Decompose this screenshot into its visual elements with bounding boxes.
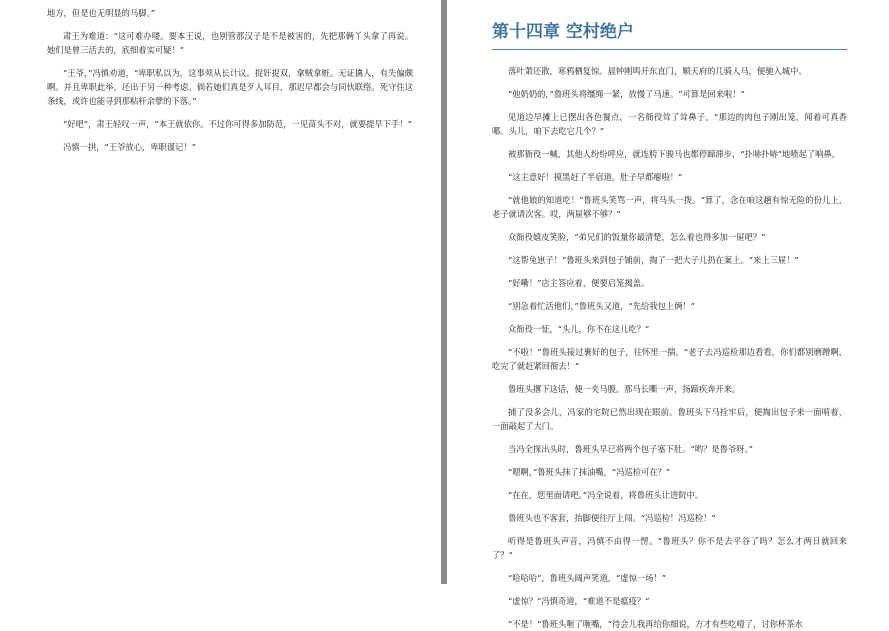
paragraph: 众衙役一怔，“头儿，你不在这儿吃？” bbox=[508, 324, 650, 334]
paragraph: 落叶萧还散，寒鸦栖复惊。晨钟刚鸣开东直门，顺天府的几骑人马，便驰入城中。 bbox=[508, 66, 807, 76]
paragraph: “嗯啊，”鲁班头抹了抹油嘴，“冯巡检可在？” bbox=[508, 467, 671, 477]
paragraph: 众衙役嬉皮笑脸，“弟兄们的饭量你最清楚，怎么着也得多加一屉吧？” bbox=[508, 232, 766, 242]
paragraph: 被那衙役一喊，其他人纷纷呼应，就连胯下骏马也都停蹄滞步，“扑哧扑哧”地喷起了响鼻。 bbox=[508, 149, 841, 159]
left-page bbox=[0, 0, 441, 584]
paragraph: “好嘞！”店主答应着，便要启笼揭盖。 bbox=[508, 278, 650, 288]
chapter-title: 第十四章 空村绝户 bbox=[492, 20, 847, 50]
paragraph: “王爷，”冯慎劝道，“卑职私以为，这事须从长计议。捉奸捉双，拿贼拿赃。无证擒人，有失偏颇啊。并且卑职此举，还出于另一种考虑。倘若她们真是歹人耳目，那迟早都会与同伙联络。死守住这条线，或许也能寻到那粘杆余孽的下落。” bbox=[47, 68, 413, 106]
paragraph: 听得是鲁班头声音，冯慎不由得一愣。“鲁班头？你不是去平谷了吗？怎么才两日就回来了？” bbox=[492, 536, 847, 560]
paragraph: 鲁班头撂下这话，便一夹马腹。那马长嘶一声，扬蹄疾奔开来。 bbox=[508, 384, 741, 394]
paragraph: “这主意好！摸黑赶了半宿道，肚子早都瘪啦！” bbox=[508, 172, 683, 182]
paragraph: 鲁班头也不客套，抬脚便往厅上闯。“冯巡检！冯巡检！” bbox=[508, 513, 716, 523]
paragraph: 见道边早摊上已摆出各色餐点，一名衙役耸了耸鼻子。“那边的肉包子刚出笼，闻着可真香哪。头儿，咱下去吃它几个？” bbox=[492, 112, 847, 136]
paragraph: “不是！”鲁班头咂了咂嘴，“待会儿我再给你细说，方才有些吃噎了，讨你杯茶水 bbox=[508, 619, 803, 629]
paragraph: “虚惊？”冯慎奇道，“难道不是瘟疫？” bbox=[508, 596, 650, 606]
paragraph: 冯慎一拱，“王爷放心，卑职谨记！” bbox=[63, 142, 196, 152]
paragraph: 当冯全探出头时，鲁班头早已将两个包子塞下肚。“哟？是鲁爷呀。” bbox=[508, 444, 753, 454]
paragraph: 捕了没多会儿，冯家的宅院已然出现在眼前。鲁班头下马拴牢后，便掏出包子来一面啃着，一面敲起了大门。 bbox=[492, 407, 847, 431]
paragraph: “这帮兔崽子！”鲁班头来到包子铺前，掏了一把大子儿扔在案上。“来上三屉！” bbox=[508, 255, 799, 265]
paragraph: 肃王为难道：“这可难办喽。要本王说，也别管那汉子是不是被害的，先把那俩丫头拿了再说。她们是曾三活去的，底细着实可疑！” bbox=[47, 31, 413, 55]
right-page bbox=[447, 0, 889, 629]
paragraph: “不啦！”鲁班头接过裹好的包子，往怀里一揣。“老子去冯巡检那边看看，你们都别磨蹭啊，吃完了就赶紧回衙去！” bbox=[492, 347, 847, 371]
paragraph: “就他娘的知道吃！”鲁班头笑骂一声，将马头一拨。“算了，念在咱这趟有惊无险的份儿上，老子就请次客。哎，两屉够不够？” bbox=[492, 195, 847, 219]
paragraph: “别急着忙活他们，”鲁班头又道，“先给我包上俩！” bbox=[508, 301, 696, 311]
paragraph: “好吧”，肃王轻叹一声，“本王就依你。不过你可得多加防范，一见苗头不对，就要提早下手！” bbox=[63, 119, 412, 129]
paragraph: “在在，您里面请吧。”冯全说着，将鲁班头让进院中。 bbox=[508, 490, 704, 500]
paragraph: 地方，但是也无明显的马脚。” bbox=[47, 8, 155, 18]
paragraph: “哈哈哈”，鲁班头阔声笑道，“虚惊一场！” bbox=[508, 573, 667, 583]
paragraph: “他奶奶的，”鲁班头将缰绳一紧，放慢了马速。“可算是回来啦！” bbox=[508, 89, 745, 99]
left-page-body bbox=[47, 6, 413, 154]
right-page-body bbox=[492, 55, 847, 631]
